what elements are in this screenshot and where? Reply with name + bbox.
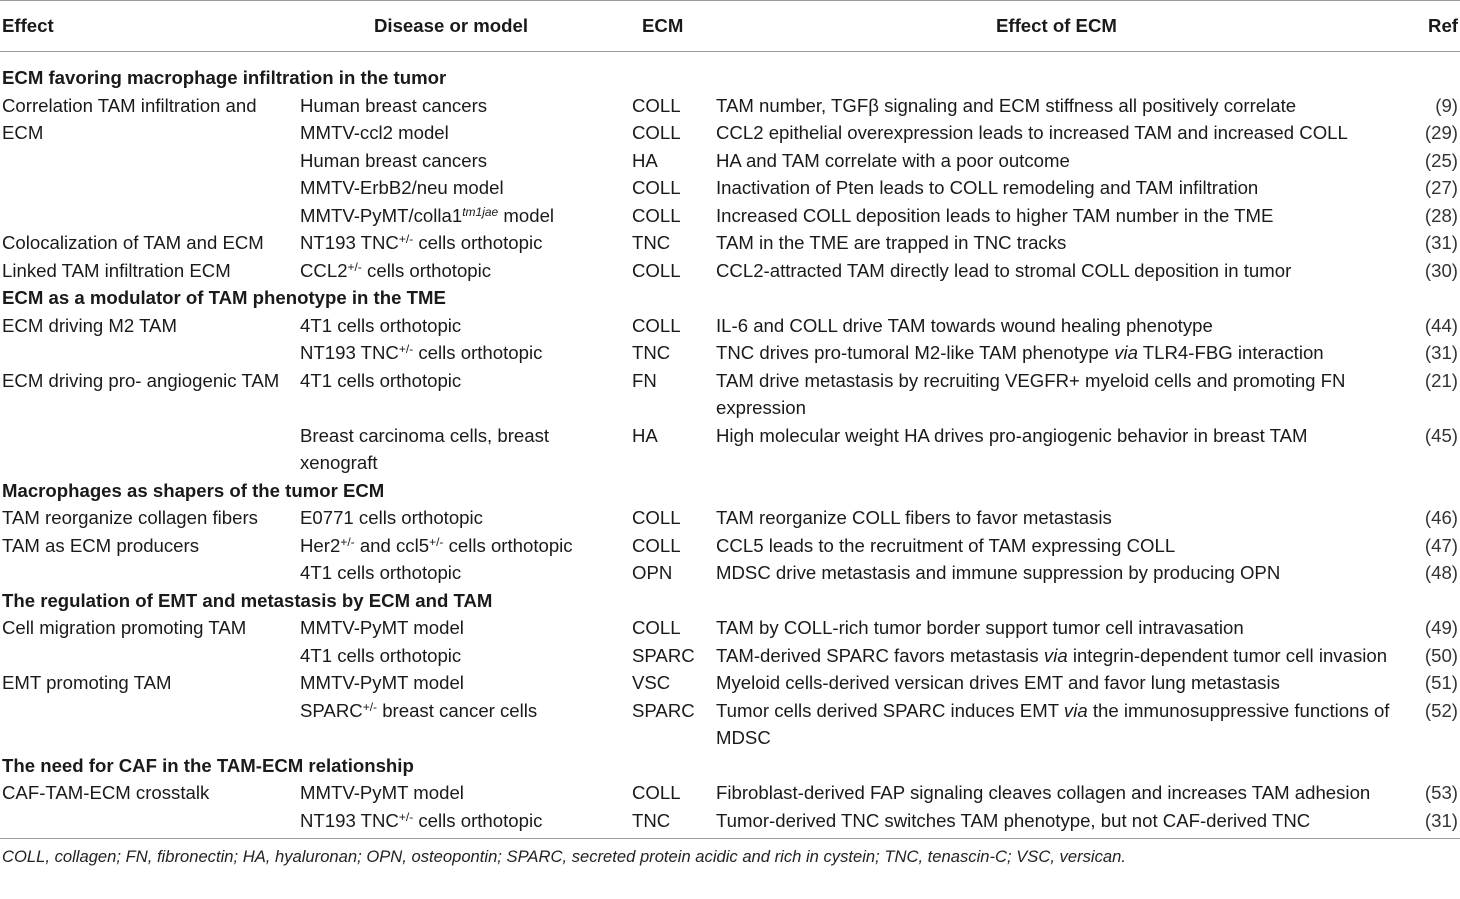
- model-text: MMTV-PyMT/colla1: [300, 204, 463, 226]
- effect-of-ecm-cell: [714, 807, 1414, 839]
- model-cell: [300, 532, 632, 560]
- ecm-cell: COLL: [632, 782, 681, 803]
- effect-of-ecm-text: Myeloid cells-derived versican drives EMT and favor lung metastasis: [716, 672, 1280, 693]
- table-row: [0, 669, 1460, 697]
- model-text: MMTV-ccl2 model: [300, 122, 449, 143]
- model-text: 4T1 cells orthotopic: [300, 314, 462, 336]
- table-row: [0, 367, 1460, 422]
- effect-of-ecm-text: IL-6 and COLL drive TAM towards wound healing phenotype: [716, 314, 1213, 336]
- model-cell: [300, 119, 632, 147]
- ecm-cell: COLL: [632, 94, 681, 116]
- header-disease-or-model: Disease or model: [300, 1, 632, 52]
- model-text: Breast carcinoma cells, breast xenograft: [300, 424, 550, 473]
- effect-of-ecm-text: Inactivation of Pten leads to COLL remodeling and TAM infiltration: [716, 177, 1259, 198]
- effect-of-ecm-cell: [714, 504, 1414, 532]
- header-effect-of-ecm: Effect of ECM: [714, 1, 1414, 52]
- model-text-cont: cells orthotopic: [413, 232, 543, 253]
- effect-of-ecm-text: TNC drives pro-tumoral M2-like TAM phenotype: [716, 342, 1115, 363]
- effect-of-ecm-cell: [714, 422, 1414, 477]
- header-effect: Effect: [0, 1, 300, 52]
- effect-cell: EMT promoting TAM: [2, 672, 172, 693]
- effect-of-ecm-cell: [714, 312, 1414, 340]
- effect-of-ecm-text: HA and TAM correlate with a poor outcome: [716, 149, 1070, 171]
- table-row: [0, 229, 1460, 257]
- model-superscript: +/-: [340, 534, 355, 549]
- ref-cell: (28): [1424, 204, 1458, 226]
- section-title: ECM as a modulator of TAM phenotype in the TME: [2, 287, 446, 308]
- model-superscript: +/-: [362, 699, 378, 714]
- ecm-cell: TNC: [632, 232, 671, 253]
- effect-of-ecm-cell: [714, 779, 1414, 807]
- table-footnote: COLL, collagen; FN, fibronectin; HA, hyaluronan; OPN, osteopontin; SPARC, secreted protein acidic and rich in cystein; TNC, tenascin-C; VSC, versican.: [0, 839, 1460, 870]
- effect-of-ecm-text: TAM by COLL-rich tumor border support tumor cell intravasation: [716, 617, 1244, 638]
- table-row: [0, 92, 1460, 120]
- model-cell: [300, 229, 632, 257]
- ref-cell: (45): [1424, 424, 1458, 446]
- section-row: [0, 587, 1460, 615]
- model-superscript: +/-: [347, 259, 362, 274]
- ecm-cell: COLL: [632, 122, 681, 143]
- header-row: [0, 1, 1460, 52]
- effect-of-ecm-cell: [714, 697, 1414, 752]
- ref-cell: (30): [1424, 259, 1458, 281]
- ref-cell: (52): [1424, 699, 1458, 721]
- table-row: [0, 614, 1460, 642]
- effect-of-ecm-cell: [714, 642, 1414, 670]
- model-text: E0771 cells orthotopic: [300, 507, 483, 528]
- effect-of-ecm-cell: [714, 367, 1414, 422]
- effect-of-ecm-cell: [714, 202, 1414, 230]
- table-row: [0, 779, 1460, 807]
- effect-of-ecm-emphasis: via: [1114, 342, 1138, 363]
- model-cell: [300, 697, 632, 752]
- model-text: MMTV-PyMT model: [300, 782, 464, 803]
- model-superscript: +/-: [398, 342, 414, 356]
- model-text: NT193 TNC: [300, 342, 399, 363]
- ecm-cell: COLL: [632, 259, 681, 281]
- model-text: 4T1 cells orthotopic: [300, 562, 462, 583]
- model-text: MMTV-ErbB2/neu model: [300, 177, 504, 198]
- effect-of-ecm-text: Increased COLL deposition leads to higher TAM number in the TME: [716, 204, 1274, 226]
- ref-cell: (31): [1424, 342, 1458, 363]
- model-superscript: tm1jae: [462, 204, 499, 219]
- model-cell: [300, 669, 632, 697]
- ref-cell: (53): [1424, 782, 1458, 803]
- table-body: [0, 52, 1460, 839]
- effect-cell: Linked TAM infiltration ECM: [2, 259, 231, 281]
- effect-of-ecm-cell: [714, 229, 1414, 257]
- section-title: The need for CAF in the TAM-ECM relationship: [2, 754, 414, 776]
- model-text-cont: cells orthotopic: [413, 342, 543, 363]
- ecm-cell: TNC: [632, 342, 671, 363]
- ecm-cell: COLL: [632, 204, 681, 226]
- model-text: Her2: [300, 534, 341, 556]
- model-cell: [300, 504, 632, 532]
- table-row: [0, 504, 1460, 532]
- section-row: [0, 64, 1460, 92]
- model-text-cont: and ccl5: [354, 534, 430, 556]
- ecm-cell: VSC: [632, 672, 671, 693]
- ref-cell: (51): [1424, 672, 1458, 693]
- model-cell: [300, 422, 632, 477]
- model-text-cont: cells orthotopic: [361, 259, 492, 281]
- ecm-cell: HA: [632, 424, 658, 446]
- effect-of-ecm-cell: [714, 669, 1414, 697]
- ref-cell: (46): [1424, 507, 1458, 528]
- section-row: [0, 477, 1460, 505]
- model-superscript: +/-: [398, 809, 414, 824]
- ref-cell: (25): [1424, 149, 1458, 171]
- model-cell: [300, 174, 632, 202]
- model-cell: [300, 614, 632, 642]
- header-ref: Ref: [1414, 1, 1460, 52]
- effect-of-ecm-cell: [714, 257, 1414, 285]
- ecm-cell: COLL: [632, 617, 681, 638]
- effect-cell: CAF-TAM-ECM crosstalk: [2, 782, 210, 803]
- effect-of-ecm-text: CCL5 leads to the recruitment of TAM expressing COLL: [716, 534, 1176, 556]
- effect-of-ecm-text: High molecular weight HA drives pro-angiogenic behavior in breast TAM: [716, 424, 1308, 446]
- ref-cell: (29): [1424, 122, 1458, 143]
- ecm-cell: FN: [632, 369, 657, 391]
- effect-of-ecm-text: TAM in the TME are trapped in TNC tracks: [716, 232, 1067, 253]
- effect-of-ecm-text-cont: integrin-dependent tumor cell invasion: [1067, 644, 1388, 666]
- table-row: [0, 257, 1460, 285]
- effect-of-ecm-cell: [714, 147, 1414, 175]
- model-text: NT193 TNC: [300, 809, 399, 831]
- model-cell: [300, 807, 632, 839]
- table-row: [0, 312, 1460, 340]
- effect-of-ecm-cell: [714, 614, 1414, 642]
- ecm-cell: COLL: [632, 177, 681, 198]
- effect-cell: Colocalization of TAM and ECM: [2, 232, 264, 253]
- effect-of-ecm-text: TAM drive metastasis by recruiting VEGFR+ myeloid cells and promoting FN expression: [716, 369, 1346, 418]
- effect-of-ecm-text: TAM reorganize COLL fibers to favor metastasis: [716, 507, 1112, 528]
- model-superscript: +/-: [429, 534, 444, 549]
- model-text: 4T1 cells orthotopic: [300, 369, 462, 391]
- effect-of-ecm-emphasis: via: [1063, 699, 1088, 721]
- effect-of-ecm-text: TAM number, TGFβ signaling and ECM stiffness all positively correlate: [716, 94, 1297, 116]
- effect-of-ecm-text-cont: the immunosuppressive functions of MDSC: [716, 699, 1390, 748]
- effect-of-ecm-text: MDSC drive metastasis and immune suppression by producing OPN: [716, 562, 1281, 583]
- model-cell: [300, 312, 632, 340]
- effect-of-ecm-text: Fibroblast-derived FAP signaling cleaves collagen and increases TAM adhesion: [716, 782, 1371, 803]
- section-row: [0, 752, 1460, 780]
- effect-cell: TAM as ECM producers: [2, 534, 200, 556]
- effect-of-ecm-text: CCL2-attracted TAM directly lead to stromal COLL deposition in tumor: [716, 259, 1292, 281]
- table-row: [0, 532, 1460, 560]
- model-text: SPARC: [300, 699, 363, 721]
- model-text: MMTV-PyMT model: [300, 617, 464, 638]
- model-cell: [300, 202, 632, 230]
- model-text: Human breast cancers: [300, 94, 488, 116]
- ref-cell: (21): [1424, 369, 1458, 391]
- ref-cell: (48): [1424, 562, 1458, 583]
- model-text: NT193 TNC: [300, 232, 399, 253]
- model-text-cont: cells orthotopic: [443, 534, 573, 556]
- model-cell: [300, 92, 632, 120]
- model-text-cont: model: [498, 204, 555, 226]
- effect-cell: ECM driving M2 TAM: [2, 314, 177, 336]
- model-cell: [300, 257, 632, 285]
- ecm-cell: HA: [632, 149, 658, 171]
- effect-of-ecm-emphasis: via: [1043, 644, 1068, 666]
- effect-cell: TAM reorganize collagen fibers: [2, 507, 258, 528]
- ref-cell: (27): [1424, 177, 1458, 198]
- effect-of-ecm-cell: [714, 559, 1414, 587]
- ref-cell: (31): [1424, 232, 1458, 253]
- model-cell: [300, 339, 632, 367]
- model-superscript: +/-: [398, 232, 414, 246]
- model-cell: [300, 642, 632, 670]
- effect-of-ecm-cell: [714, 532, 1414, 560]
- section-title: ECM favoring macrophage infiltration in the tumor: [2, 67, 447, 88]
- effect-of-ecm-text: CCL2 epithelial overexpression leads to increased TAM and increased COLL: [716, 122, 1348, 143]
- model-cell: [300, 779, 632, 807]
- header-ecm: ECM: [632, 1, 714, 52]
- effect-of-ecm-cell: [714, 119, 1414, 147]
- model-cell: [300, 367, 632, 422]
- effect-cell: Correlation TAM infiltration and ECM: [2, 94, 257, 143]
- ref-cell: (50): [1424, 644, 1458, 666]
- spacer-cell: [0, 52, 1460, 65]
- model-text-cont: breast cancer cells: [377, 699, 538, 721]
- ecm-cell: COLL: [632, 507, 681, 528]
- model-cell: [300, 147, 632, 175]
- ref-cell: (44): [1424, 314, 1458, 336]
- ecm-cell: SPARC: [632, 699, 695, 721]
- ref-cell: (9): [1435, 94, 1458, 116]
- effect-of-ecm-cell: [714, 92, 1414, 120]
- effect-of-ecm-text-cont: TLR4-FBG interaction: [1137, 342, 1324, 363]
- model-text: CCL2: [300, 259, 348, 281]
- section-title: Macrophages as shapers of the tumor ECM: [2, 479, 385, 501]
- ref-cell: (47): [1424, 534, 1458, 556]
- effect-of-ecm-text: Tumor-derived TNC switches TAM phenotype, but not CAF-derived TNC: [716, 809, 1311, 831]
- ref-cell: (49): [1424, 617, 1458, 638]
- effect-of-ecm-text: TAM-derived SPARC favors metastasis: [716, 644, 1044, 666]
- ecm-cell: SPARC: [632, 644, 695, 666]
- ecm-cell: OPN: [632, 562, 673, 583]
- effect-of-ecm-text: Tumor cells derived SPARC induces EMT: [716, 699, 1064, 721]
- effect-of-ecm-cell: [714, 174, 1414, 202]
- model-text: 4T1 cells orthotopic: [300, 644, 462, 666]
- ecm-cell: TNC: [632, 809, 671, 831]
- model-text: MMTV-PyMT model: [300, 672, 464, 693]
- effect-of-ecm-cell: [714, 339, 1414, 367]
- model-text: Human breast cancers: [300, 149, 488, 171]
- ecm-cell: COLL: [632, 314, 681, 336]
- model-text-cont: cells orthotopic: [413, 809, 543, 831]
- section-title: The regulation of EMT and metastasis by ECM and TAM: [2, 589, 493, 611]
- effect-cell: ECM driving pro- angiogenic TAM: [2, 369, 280, 391]
- model-cell: [300, 559, 632, 587]
- ecm-cell: COLL: [632, 534, 681, 556]
- spacer-row: [0, 52, 1460, 65]
- ref-cell: (31): [1424, 809, 1458, 831]
- section-row: [0, 284, 1460, 312]
- effect-cell: Cell migration promoting TAM: [2, 617, 247, 638]
- footnote-row: [0, 839, 1460, 870]
